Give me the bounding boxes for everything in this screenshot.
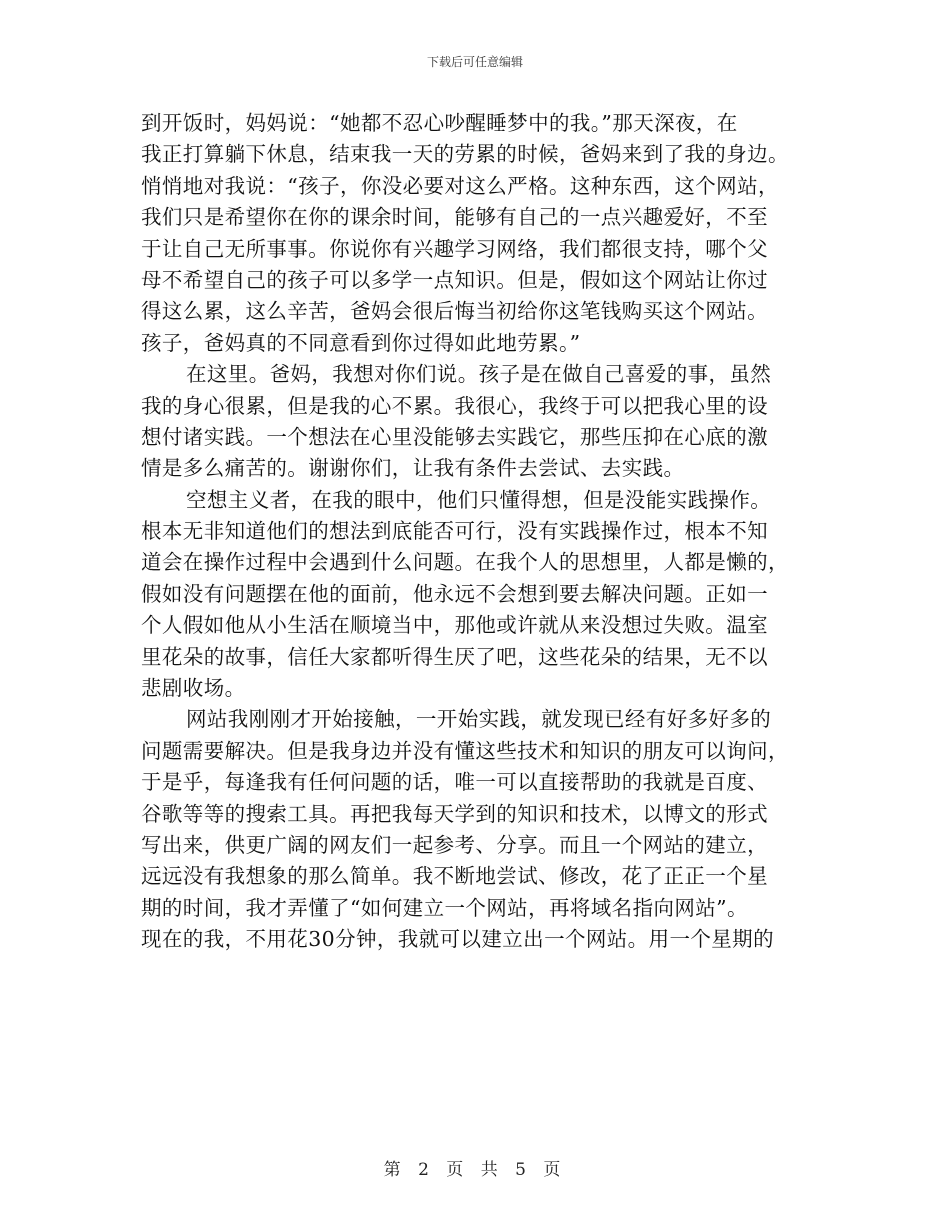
paragraph-first-line: 网站我刚刚才开始接触，一开始实践，就发现已经有好多好多的 (186, 707, 772, 732)
page-footer: 第 2 页 共 5 页 (383, 1160, 567, 1180)
text-line: 孩子，爸妈真的不同意看到你过得如此地劳累。” (141, 330, 581, 355)
text-line: 情是多么痛苦的。谢谢你们，让我有条件去尝试、去实践。 (141, 456, 685, 481)
text-line: 个人假如他从小生活在顺境当中，那他或许就从来没想过失败。温室 (141, 613, 768, 638)
text-line: 我的身心很累，但是我的心不累。我很心，我终于可以把我心里的设 (141, 393, 768, 418)
text-line: 期的时间，我才弄懂了“如何建立一个网站，再将域名指向网站”。 (141, 895, 748, 920)
text-line: 得这么累，这么辛苦，爸妈会很后悔当初给你这笔钱购买这个网站。 (141, 299, 768, 324)
text-line: 于让自己无所事事。你说你有兴趣学习网络，我们都很支持，哪个父 (141, 236, 768, 261)
paragraph-first-line: 在这里。爸妈，我想对你们说。孩子是在做自己喜爱的事，虽然 (186, 362, 772, 387)
text-line: 悄悄地对我说：“孩子，你没必要对这么严格。这种东西，这个网站， (141, 173, 779, 198)
text-line: 于是乎，每逢我有任何问题的话，唯一可以直接帮助的我就是百度、 (141, 770, 768, 795)
text-line: 远远没有我想象的那么简单。我不断地尝试、修改，花了正正一个星 (141, 864, 768, 889)
text-line: 根本无非知道他们的想法到底能否可行，没有实践操作过，根本不知 (141, 519, 768, 544)
paragraph-first-line: 空想主义者，在我的眼中，他们只懂得想，但是没能实践操作。 (186, 487, 772, 512)
body-text (141, 108, 809, 956)
text-line: 写出来，供更广阔的网友们一起参考、分享。而且一个网站的建立， (141, 832, 768, 857)
text-line: 母不希望自己的孩子可以多学一点知识。但是，假如这个网站让你过 (141, 267, 768, 292)
text-line: 现在的我，不用花30分钟，我就可以建立出一个网站。用一个星期的 (141, 927, 774, 952)
text-line: 到开饭时，妈妈说：“她都不忍心吵醒睡梦中的我。”那天深夜，在 (141, 111, 738, 135)
page-header: 下载后可任意编辑 (426, 55, 523, 69)
text-line: 问题需要解决。但是我身边并没有懂这些技术和知识的朋友可以询问， (141, 738, 789, 763)
text-line: 我正打算躺下休息，结束我一天的劳累的时候，爸妈来到了我的身边。 (141, 142, 789, 167)
text-line: 道会在操作过程中会遇到什么问题。在我个人的思想里，人都是懒的， (141, 550, 789, 575)
text-line: 假如没有问题摆在他的面前，他永远不会想到要去解决问题。正如一 (141, 581, 768, 606)
text-line: 谷歌等等的搜索工具。再把我每天学到的知识和技术，以博文的形式 (141, 801, 768, 826)
text-line: 我们只是希望你在你的课余时间，能够有自己的一点兴趣爱好，不至 (141, 205, 768, 230)
text-line: 想付诸实践。一个想法在心里没能够去实践它，那些压抑在心底的激 (141, 424, 768, 449)
text-line: 悲剧收场。 (141, 676, 246, 701)
text-line: 里花朵的故事，信任大家都听得生厌了吧，这些花朵的结果，无不以 (141, 644, 768, 669)
